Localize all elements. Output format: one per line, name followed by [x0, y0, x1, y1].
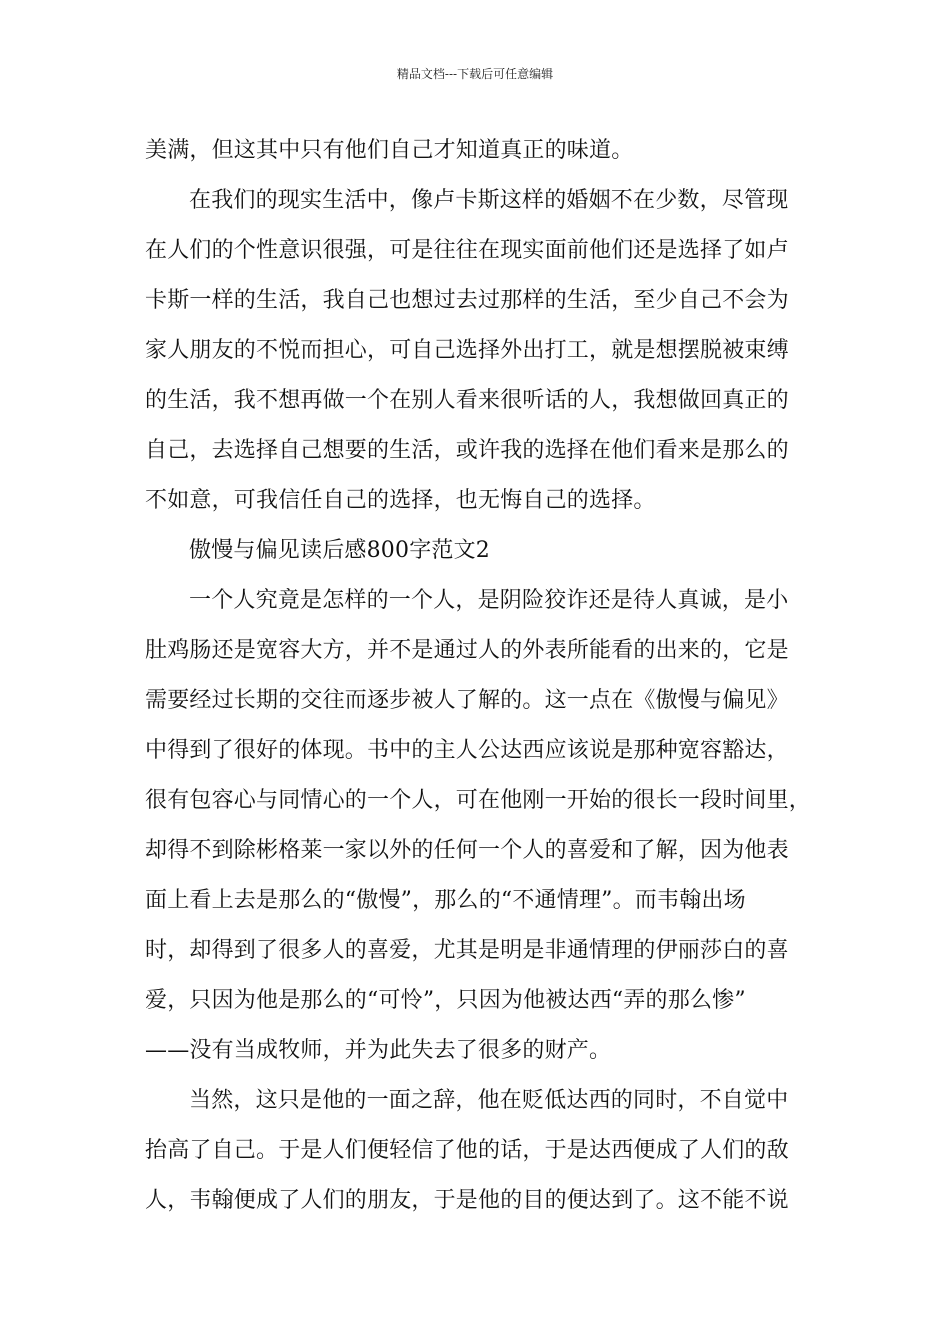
text-line: 肚鸡肠还是宽容大方，并不是通过人的外表所能看的出来的，它是	[145, 638, 789, 663]
text-line: 爱，只因为他是那么的“可怜”，只因为他被达西“弄的那么惨”	[145, 988, 746, 1013]
text-line: 美满，但这其中只有他们自己才知道真正的味道。	[145, 138, 634, 163]
text-line: ——没有当成牧师，并为此失去了很多的财产。	[145, 1038, 612, 1063]
text-line: 抬高了自己。于是人们便轻信了他的话，于是达西便成了人们的敌	[145, 1138, 789, 1163]
text-line: 自己，去选择自己想要的生活，或许我的选择在他们看来是那么的	[145, 438, 789, 463]
text-line: 家人朋友的不悦而担心，可自己选择外出打工，就是想摆脱被束缚	[145, 338, 789, 363]
text-line: 当然，这只是他的一面之辞，他在贬低达西的同时，不自觉中	[189, 1088, 789, 1113]
text-line: 面上看上去是那么的“傲慢”，那么的“不通情理”。而韦翰出场	[145, 888, 746, 913]
text-line: 不如意，可我信任自己的选择，也无悔自己的选择。	[145, 488, 656, 513]
text-line: 卡斯一样的生活，我自己也想过去过那样的生活，至少自己不会为	[145, 288, 789, 313]
text-line: 需要经过长期的交往而逐步被人了解的。这一点在《傲慢与偏见》	[145, 688, 789, 713]
document-body	[145, 126, 835, 1226]
text-line: 在我们的现实生活中，像卢卡斯这样的婚姻不在少数，尽管现	[189, 188, 789, 213]
text-line: 却得不到除彬格莱一家以外的任何一个人的喜爱和了解，因为他表	[145, 838, 789, 863]
page-header: 精品文档---下载后可任意编辑	[396, 67, 554, 81]
text-line: 中得到了很好的体现。书中的主人公达西应该说是那种宽容豁达，	[145, 738, 789, 763]
text-line: 很有包容心与同情心的一个人，可在他刚一开始的很长一段时间里，	[145, 788, 812, 813]
text-line: 时，却得到了很多人的喜爱，尤其是明是非通情理的伊丽莎白的喜	[145, 938, 789, 963]
text-line: 傲慢与偏见读后感800字范文2	[189, 538, 490, 563]
text-line: 在人们的个性意识很强，可是往往在现实面前他们还是选择了如卢	[145, 238, 789, 263]
text-line: 一个人究竟是怎样的一个人，是阴险狡诈还是待人真诚，是小	[189, 588, 789, 613]
text-line: 的生活，我不想再做一个在别人看来很听话的人，我想做回真正的	[145, 388, 789, 413]
text-line: 人，韦翰便成了人们的朋友，于是他的目的便达到了。这不能不说	[145, 1188, 789, 1213]
